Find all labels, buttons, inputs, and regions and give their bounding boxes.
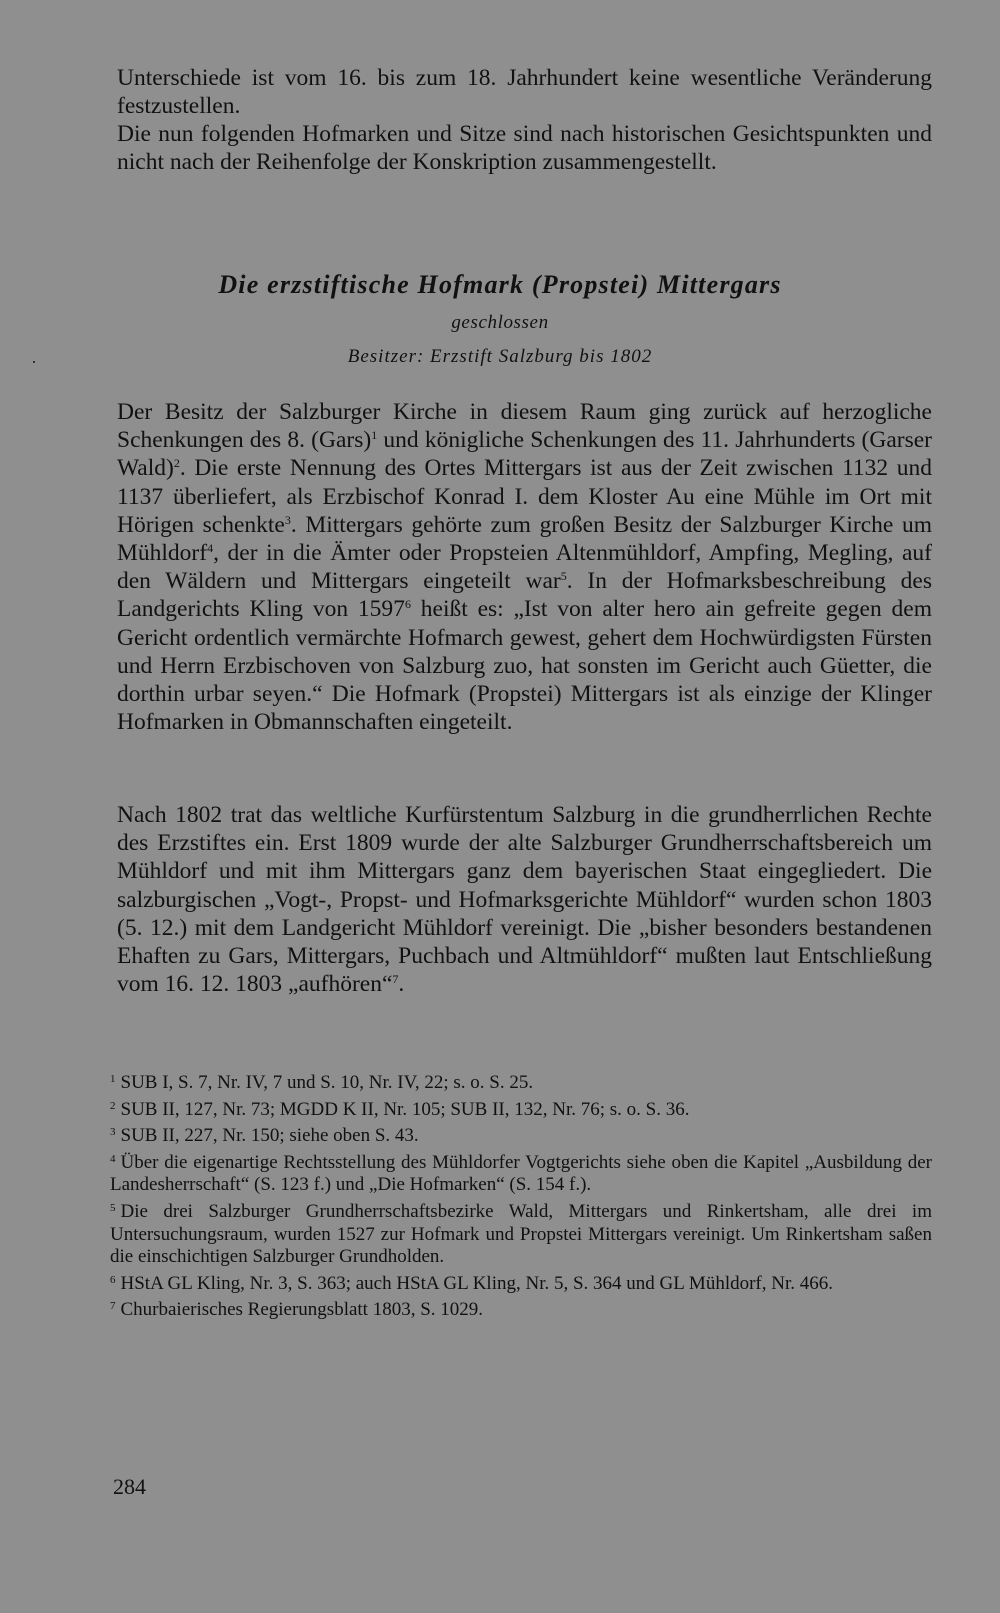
body-text: . Die erste Nennung des Ortes Mittergars ist aus der Zeit zwischen 1132 und 1137 überliefert, als Erzbischof Konrad I. dem Kloster Au eine Mühle im Ort mit Hörigen schenkte: [117, 455, 932, 538]
footnote-number: 3: [110, 1126, 116, 1139]
section-status: geschlossen: [451, 312, 549, 333]
footnote-text: SUB I, S. 7, Nr. IV, 7 und S. 10, Nr. IV, 22; s. o. S. 25.: [120, 1072, 534, 1093]
footnote: [110, 1197, 932, 1269]
footnote-text: SUB II, 127, Nr. 73; MGDD K II, Nr. 105; SUB II, 132, Nr. 76; s. o. S. 36.: [120, 1098, 690, 1120]
body-text: . In der Hofmarksbeschreibung des Landgerichts Kling von 1597: [117, 568, 932, 623]
body-text: und königliche Schenkungen des 11. Jahrhunderts (Garser Wald): [117, 427, 932, 482]
footnote-text: SUB II, 227, Nr. 150; siehe oben S. 43.: [120, 1125, 419, 1147]
body-text: Nach 1802 trat das weltliche Kurfürstentum Salzburg in die grundherrlichen Rechte des Erzstiftes ein. Erst 1809 wurde der alte Salzburger Grundherrschaftsbereich um Mühldorf und mit ihm Mittergars ganz dem bayerischen Staat eingegliedert. Die salzburgischen „Vogt-, Propst- und Hofmarksgerichte Mühldorf“ wurden schon 1803 (5. 12.) mit dem Landgericht Mühldorf vereinigt. Die „bisher besonders bestandenen Ehaften zu Gars, Mittergars, Puchbach und Altmühldorf“ mußten laut Entschließung vom 16. 12. 1803 „aufhören“: [117, 802, 932, 998]
footnote-ref: 2: [173, 456, 180, 471]
section-owner: Besitzer: Erzstift Salzburg bis 1802: [347, 346, 653, 367]
footnote-ref: 4: [207, 541, 214, 556]
footnote: [110, 1095, 932, 1122]
footnote-number: 5: [110, 1201, 116, 1214]
body-text: .: [398, 971, 405, 998]
footnote-ref: 1: [371, 428, 378, 443]
footnotes: [110, 1068, 932, 1322]
scan-speck: [33, 361, 35, 363]
footnote-text: Churbaierisches Regierungsblatt 1803, S. 1029.: [120, 1299, 484, 1321]
footnote-text: Über die eigenartige Rechtsstellung des Mühldorfer Vogtgerichts siehe oben die Kapitel „Ausbildung der Landesherrschaft“ (S. 123 f.) und „Die Hofmarken“ (S. 154 f.).: [110, 1151, 932, 1196]
footnote-text: HStA GL Kling, Nr. 3, S. 363; auch HStA GL Kling, Nr. 5, S. 364 und GL Mühldorf, Nr. 466.: [120, 1272, 834, 1294]
intro-paragraph-1: Unterschiede ist vom 16. bis zum 18. Jahrhundert keine wesentliche Veränderung festzustellen.: [117, 65, 932, 120]
footnote: [110, 1269, 932, 1296]
body-text: Der Besitz der Salzburger Kirche in diesem Raum ging zurück auf herzogliche Schenkungen des 8. (Gars): [117, 399, 932, 454]
footnote: [110, 1121, 932, 1148]
footnote-ref: 7: [392, 972, 399, 987]
footnote-ref: 3: [284, 512, 291, 527]
body-paragraph-1: [117, 398, 932, 736]
body-text: heißt es: „Ist von alter hero ain gefreite gegen dem Gericht ordentlich vermärchte Hofmarch gewest, gehert dem Hochwürdigsten Fürsten und Herrn Erzbischoven von Salzburg zuo, hat sonsten im Gericht auch Güetter, die dorthin urbar seyen.“ Die Hofmark (Propstei) Mittergars ist als einzige der Klinger Hofmarken in Obmannschaften eingeteilt.: [117, 596, 932, 736]
footnote-number: 1: [110, 1073, 116, 1085]
footnote: [110, 1068, 932, 1095]
intro-paragraph-2: Die nun folgenden Hofmarken und Sitze sind nach historischen Gesichtspunkten und nicht nach der Reihenfolge der Konskription zusammengestellt.: [117, 121, 932, 176]
footnote-ref: 5: [560, 569, 567, 584]
footnote-number: 2: [110, 1099, 116, 1112]
footnote-ref: 6: [404, 597, 411, 612]
section-title: Die erzstiftische Hofmark (Propstei) Mittergars: [218, 270, 782, 299]
footnote: [110, 1295, 932, 1322]
footnote: [110, 1148, 932, 1197]
footnote-text: Die drei Salzburger Grundherrschaftsbezirke Wald, Mittergars und Rinkertsham, alle drei im Untersuchungsraum, wurden 1527 zur Hofmark und Propstei Mittergars vereinigt. Um Rinkertsham saßen die einschichtigen Salzburger Grundholden.: [110, 1200, 932, 1268]
footnote-number: 6: [110, 1273, 116, 1286]
footnote-number: 7: [110, 1300, 116, 1313]
body-text: . Mittergars gehörte zum großen Besitz der Salzburger Kirche um Mühldorf: [117, 511, 932, 567]
body-paragraph-2: [117, 801, 932, 998]
footnote-number: 4: [110, 1152, 116, 1165]
page-number: 284: [113, 1474, 146, 1499]
body-text: , der in die Ämter oder Propsteien Altenmühldorf, Ampfing, Megling, auf den Wäldern und Mittergars eingeteilt war: [117, 540, 932, 595]
